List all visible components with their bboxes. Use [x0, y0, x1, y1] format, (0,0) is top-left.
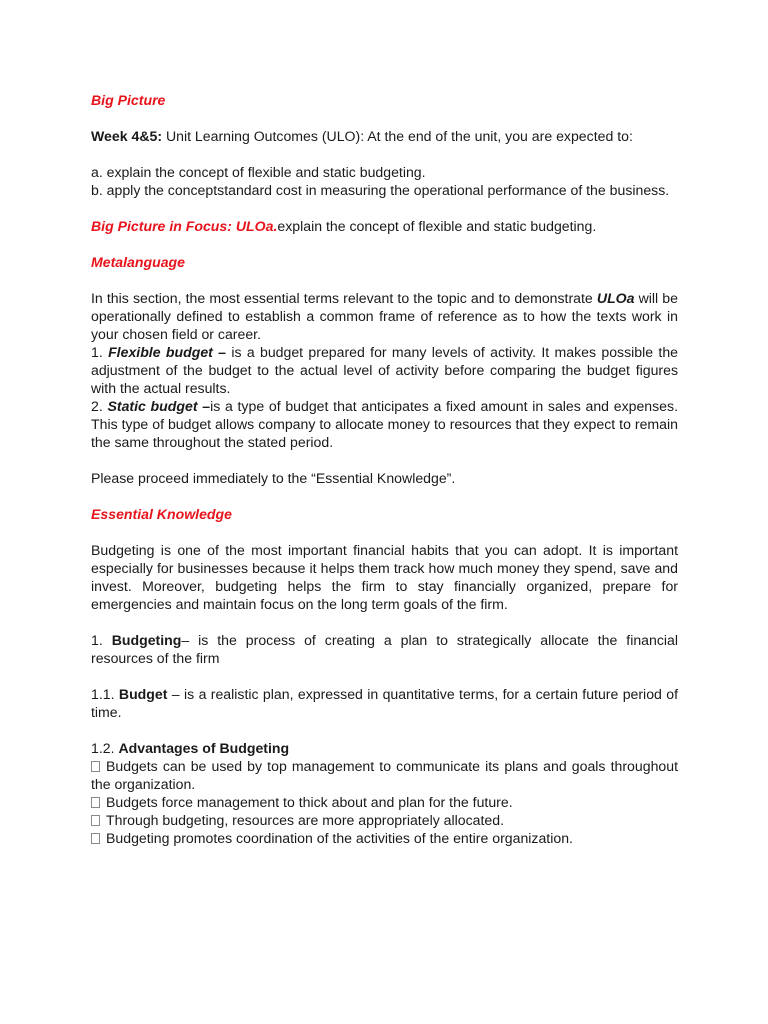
advantages-title: Advantages of Budgeting [118, 740, 290, 756]
intro-start: In this section, the most essential terms relevant to the topic and to demonstrate [91, 290, 597, 306]
big-picture-heading: Big Picture [91, 92, 166, 108]
advantage-text: Budgets can be used by top management to communicate its plans and goals throughout the organization. [91, 758, 678, 792]
item1-number: 1. [91, 344, 109, 360]
static-budget-term: Static budget – [107, 398, 211, 414]
intro-end: will be operationally defined to establish a common frame of reference as to how the texts work in your chosen field or career. [91, 290, 678, 342]
focus-line [91, 217, 678, 235]
item2-number: 2. [91, 398, 108, 414]
static-budget-text: is a type of budget that anticipates a fixed amount in sales and expenses. This type of budget allows company to allocate money to resources that they expect to remain the same throughout the stated period. [91, 398, 678, 450]
list-item [91, 811, 678, 829]
outcome-b: b. apply the conceptstandard cost in measuring the operational performance of the business. [91, 182, 670, 198]
focus-label: Big Picture in Focus: ULOa. [91, 218, 278, 234]
advantage-text: Through budgeting, resources are more appropriately allocated. [106, 812, 504, 828]
essential-intro: Budgeting is one of the most important financial habits that you can adopt. It is important especially for businesses because it helps them track how much money they spend, save and invest. Moreover, budgeting helps the firm to stay financially organized, prepare for emergencies and maintain focus on the long term goals of the firm. [91, 542, 678, 612]
def11-number: 1.1. [91, 686, 119, 702]
flexible-budget-definition [91, 343, 678, 397]
budget-term: Budget [118, 686, 168, 702]
bullet-box-icon [91, 761, 100, 772]
budget-text: – is a realistic plan, expressed in quantitative terms, for a certain future period of time. [91, 686, 678, 720]
metalanguage-intro [91, 289, 678, 343]
def1-number: 1. [91, 632, 112, 648]
adv-number: 1.2. [91, 740, 119, 756]
week-outcomes-line [91, 127, 678, 145]
bullet-box-icon [91, 797, 100, 808]
essential-knowledge-heading: Essential Knowledge [91, 506, 232, 522]
flexible-budget-text: is a budget prepared for many levels of activity. It makes possible the adjustment of the budget to the actual level of activity before comparing the budget figures with the actual results. [91, 344, 678, 396]
week-text: Unit Learning Outcomes (ULO): At the end of the unit, you are expected to: [162, 128, 633, 144]
budgeting-term: Budgeting [111, 632, 182, 648]
list-item [91, 829, 678, 847]
metalanguage-heading: Metalanguage [91, 254, 185, 270]
bullet-box-icon [91, 833, 100, 844]
proceed-note: Please proceed immediately to the “Essential Knowledge”. [91, 470, 456, 486]
list-item [91, 757, 678, 793]
advantage-text: Budgeting promotes coordination of the activities of the entire organization. [106, 830, 573, 846]
budget-definition [91, 685, 678, 721]
week-label: Week 4&5: [91, 128, 163, 144]
ulo-term: ULOa [596, 290, 635, 306]
static-budget-definition [91, 397, 678, 451]
advantage-text: Budgets force management to thick about and plan for the future. [106, 794, 513, 810]
focus-text: explain the concept of flexible and static budgeting. [277, 218, 597, 234]
budgeting-definition [91, 631, 678, 667]
list-item [91, 793, 678, 811]
advantages-heading [91, 739, 678, 757]
outcome-a: a. explain the concept of flexible and static budgeting. [91, 164, 426, 180]
budgeting-text: – is the process of creating a plan to strategically allocate the financial resources of the firm [91, 632, 679, 666]
flexible-budget-term: Flexible budget – [108, 344, 227, 360]
bullet-box-icon [91, 815, 100, 826]
